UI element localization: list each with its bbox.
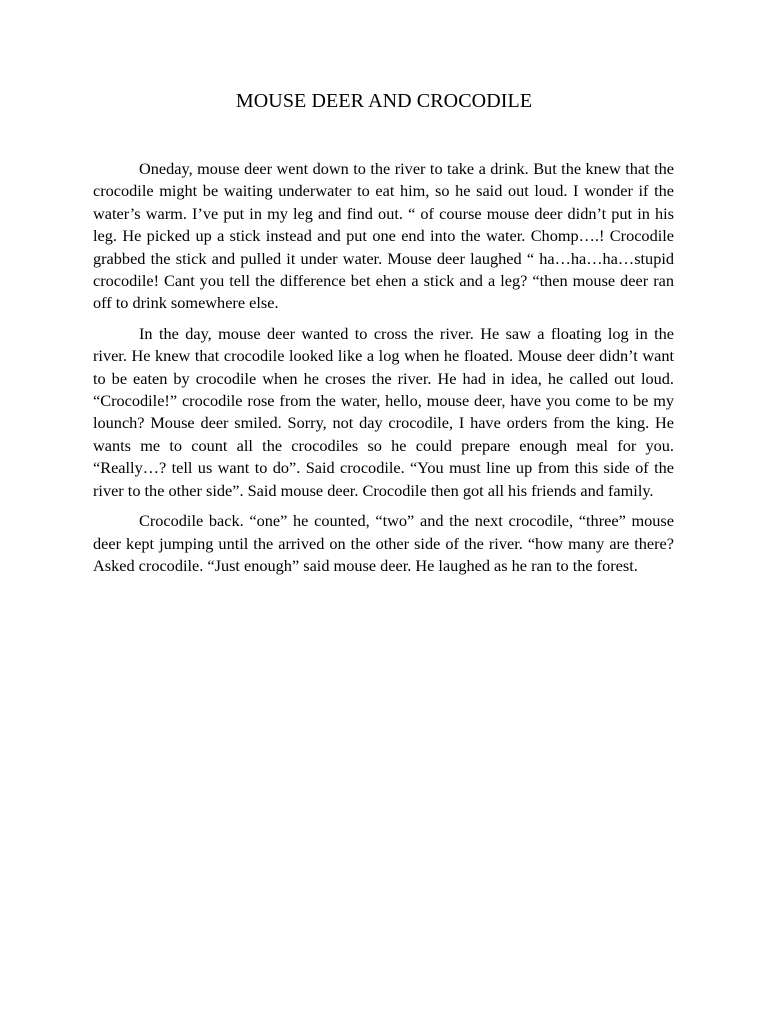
- paragraph-3: Crocodile back. “one” he counted, “two” and the next crocodile, “three” mouse deer kept jumping until the arrived on the other side of the river. “how many are there? Asked crocodile. “Just enough” said mouse deer. He laughed as he ran to the forest.: [93, 511, 674, 575]
- paragraph-2: In the day, mouse deer wanted to cross the river. He saw a floating log in the river. He knew that crocodile looked like a log when he floated. Mouse deer didn’t want to be eaten by crocodile when he croses the river. He had in idea, he called out loud. “Crocodile!” crocodile rose from the water, hello, mouse deer, have you come to be my lounch? Mouse deer smiled. Sorry, not day crocodile, I have orders from the king. He wants me to count all the crocodiles so he could prepare enough meal for you. “Really…? tell us want to do”. Said crocodile. “You must line up from this side of the river to the other side”. Said mouse deer. Crocodile then got all his friends and family.: [93, 323, 674, 500]
- document-body: [93, 158, 674, 585]
- paragraph-1: Oneday, mouse deer went down to the river to take a drink. But the knew that the crocodile might be waiting underwater to eat him, so he said out loud. I wonder if the water’s warm. I’ve put in my leg and find out. “ of course mouse deer didn’t put in his leg. He picked up a stick instead and put one end into the water. Chomp….! Crocodile grabbed the stick and pulled it under water. Mouse deer laughed “ ha…ha…ha…stupid crocodile! Cant you tell the difference bet ehen a stick and a leg? “then mouse deer ran off to drink somewhere else.: [93, 159, 674, 313]
- document-title: MOUSE DEER AND CROCODILE: [235, 90, 533, 112]
